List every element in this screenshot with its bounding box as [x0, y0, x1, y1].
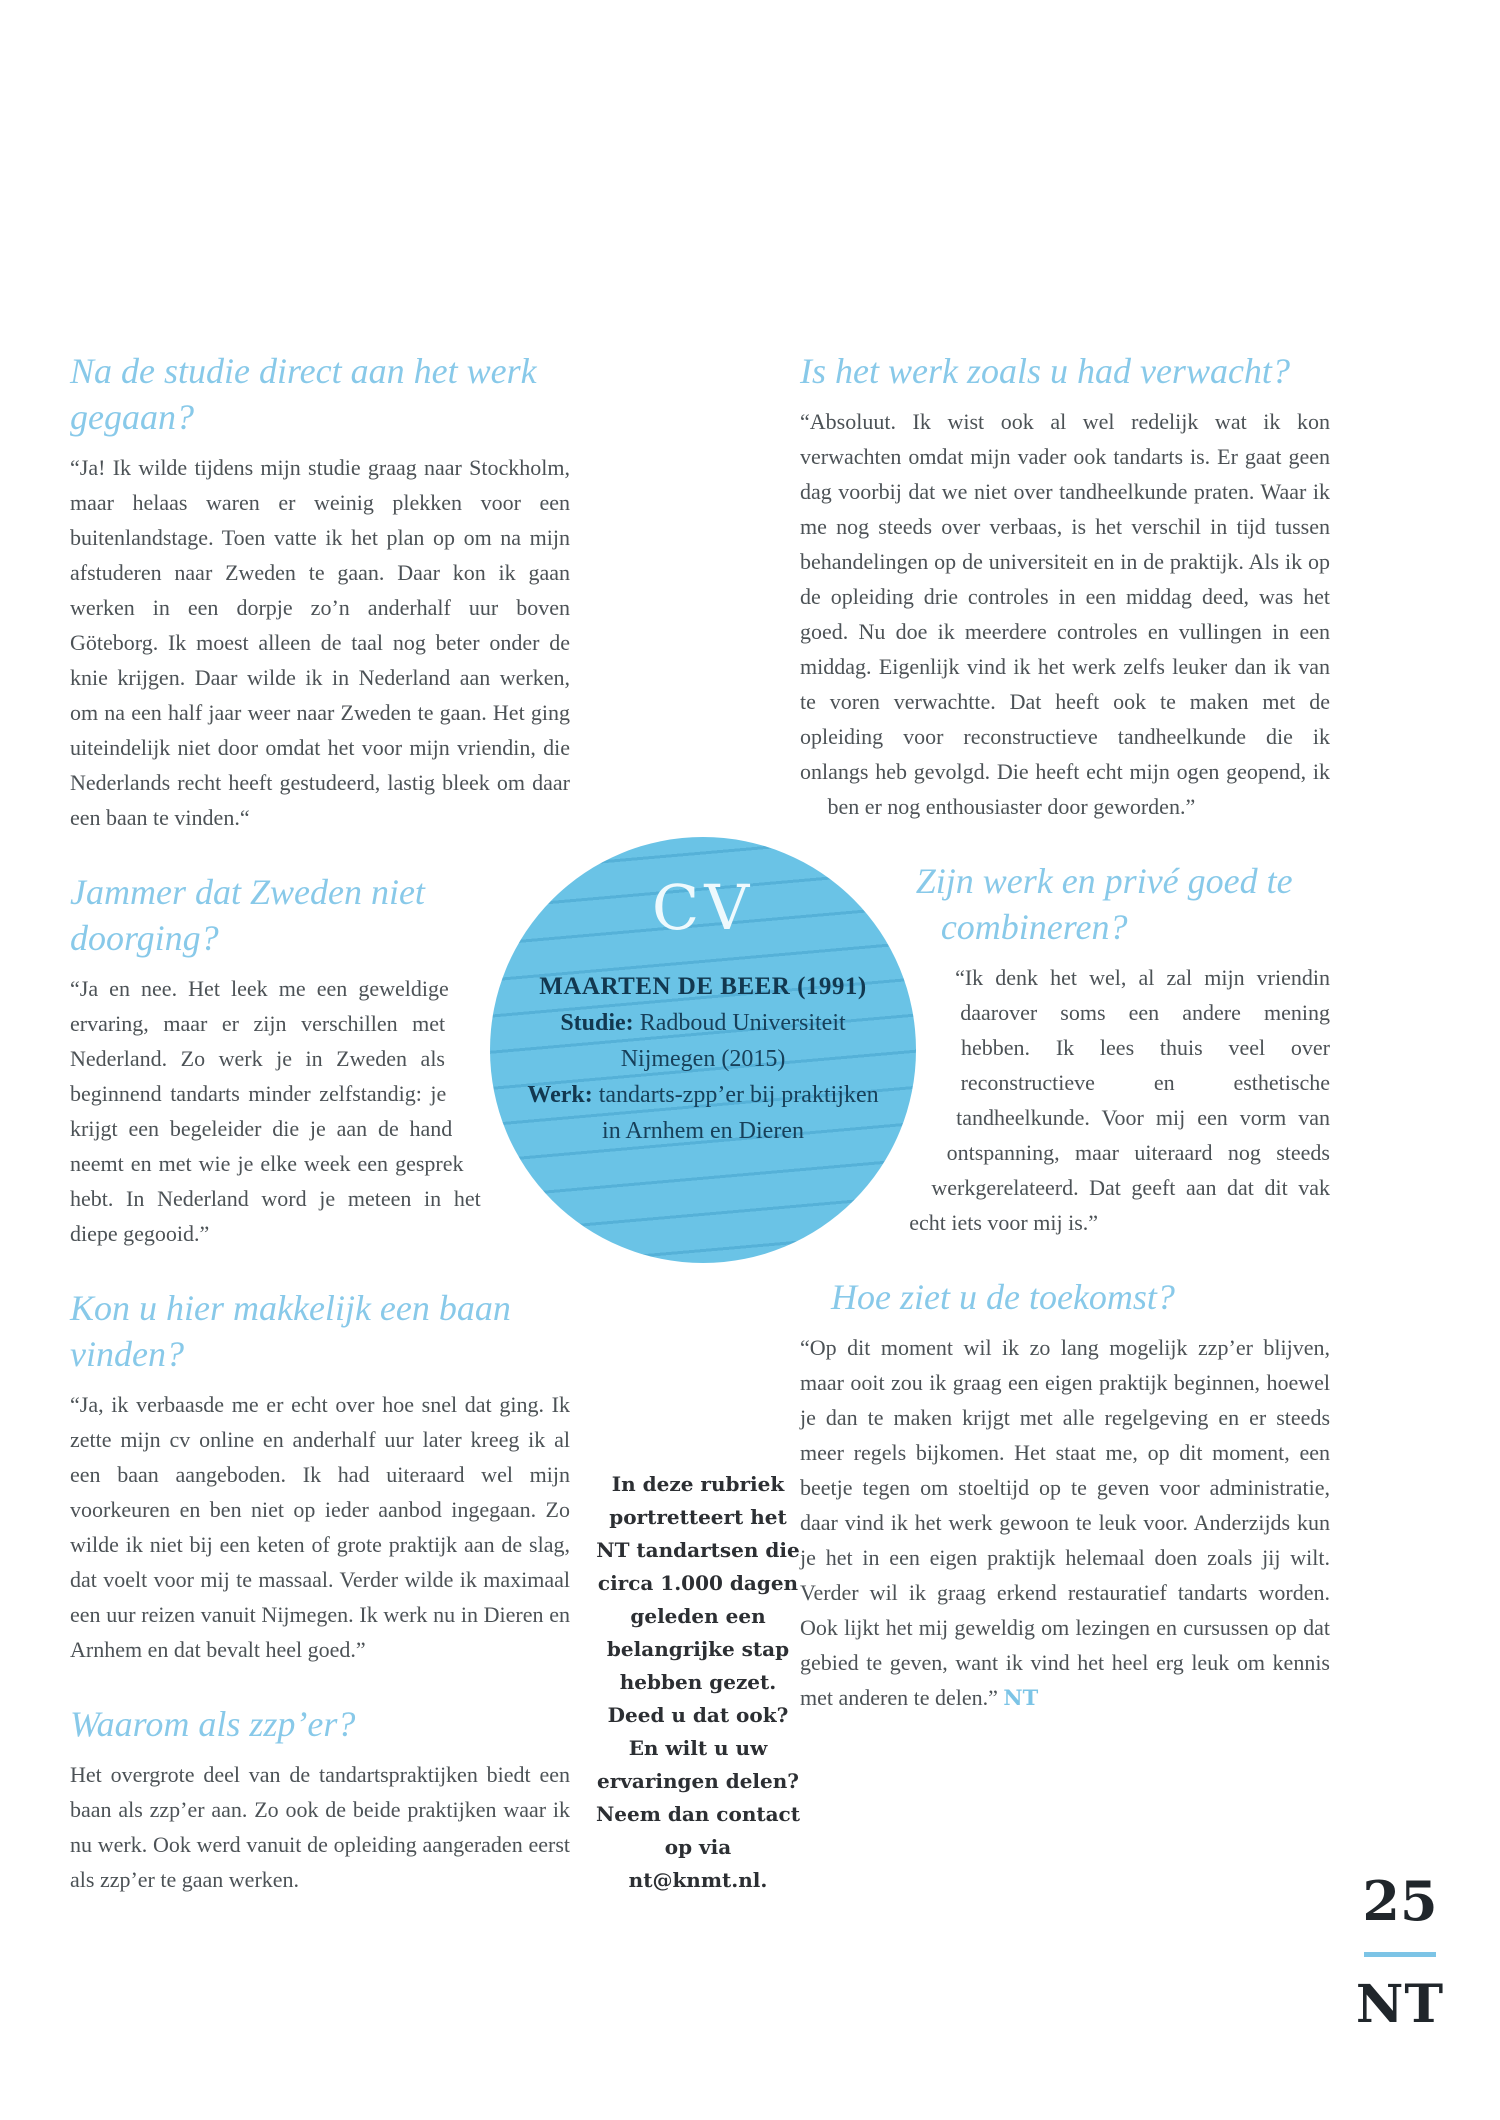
section-heading: Kon u hier makkelijk een baan vinden?: [70, 1288, 511, 1374]
page-number: 25: [1362, 1869, 1438, 1933]
section-body: “Ja! Ik wilde tijdens mijn studie graag naar Stockholm, maar helaas waren er weinig plekken voor een buitenlandstage. Toen vatte ik het plan op om na mijn afstuderen naar Zweden te gaan. Daar kon ik gaan werken in een dorpje zo’n anderhalf uur boven Göteborg. Ik moest alleen de taal nog beter onder de knie krijgen. Daar wilde ik in Nederland aan werken, om na een half jaar weer naar Zweden te gaan. Het ging uiteindelijk niet door omdat het voor mijn vriendin, die Nederlands recht heeft gestudeerd, lastig bleek om daar een baan te vinden.“: [70, 455, 570, 830]
section-heading: Jammer dat Zweden niet doorging?: [70, 872, 425, 958]
cv-werk-value: tandarts-zpp’er bij praktijken in Arnhem en Dieren: [598, 1082, 879, 1144]
section-heading: Na de studie direct aan het werk gegaan?: [70, 351, 537, 437]
section-body-text: “Op dit moment wil ik zo lang mogelijk zzp’er blijven, maar ooit zou ik graag een eigen praktijk beginnen, hoewel je dan te maken krijgt met alle regelgeving en er steeds meer regels bijkomen. Het staat me, op dit moment, een beetje tegen om stoeltijd op te geven voor administratie, daar vind ik het werk gewoon te leuk voor. Anderzijds kun je het in een eigen praktijk helemaal doen zoals jij wilt. Verder wil ik graag erkend restauratief tandarts worden. Ook lijkt het mij geweldig om lezingen en cursussen op dat gebied te geven, want ik vind het heel erg leuk om kennis met anderen te delen.”: [800, 1335, 1330, 1710]
cv-werk-label: Werk:: [527, 1082, 593, 1108]
footer-divider-line: [1364, 1952, 1436, 1957]
rubriek-note: In deze rubriek portretteert het NT tandartsen die circa 1.000 dagen geleden een belangrijke stap hebben gezet. Deed u dat ook? En wilt u uw ervaringen delen? Neem dan contact op via nt@knmt.nl.: [596, 1472, 800, 1892]
cv-werk-line: [521, 1077, 885, 1149]
section-body: “Absoluut. Ik wist ook al wel redelijk wat ik kon verwachten omdat mijn vader ook tandarts is. Er gaat geen dag voorbij dat we niet over tandheelkunde praten. Waar ik me nog steeds over verbaas, is het verschil in tijd tussen behandelingen op de universiteit en in de praktijk. Als ik op de opleiding drie controles in een middag deed, was het goed. Nu doe ik meerdere controles en vullingen in een middag. Eigenlijk vind ik het werk zelfs leuker dan ik van te voren verwachtte. Dat heeft ook te maken met de opleiding voor reconstructieve tandheelkunde die ik onlangs heb gevolgd. Die heeft echt mijn ogen geopend, ik ben er nog enthousiaster door geworden.”: [800, 409, 1330, 819]
cv-circle: [490, 837, 916, 1263]
section-body: “Ik denk het wel, al zal mijn vriendin daarover soms een andere mening hebben. Ik lees thuis veel over reconstructieve en esthetische tandheelkunde. Voor mij een vorm van ontspanning, maar uiteraard nog steeds werkgerelateerd. Dat geeft aan dat dit vak echt iets voor mij is.”: [909, 965, 1330, 1235]
section-heading: Zijn werk en privé goed te combineren?: [915, 861, 1293, 947]
cv-circle-title: CV: [651, 871, 755, 944]
page-footer: [1350, 1869, 1450, 2035]
section-heading: Hoe ziet u de toekomst?: [831, 1277, 1175, 1317]
nt-end-mark: NT: [1003, 1685, 1039, 1710]
nt-logo: NT: [1355, 1974, 1445, 2035]
section-heading: Is het werk zoals u had verwacht?: [800, 351, 1290, 391]
cv-studie-label: Studie:: [560, 1010, 634, 1036]
left-column: [70, 348, 570, 1897]
section-heading: Waarom als zzp’er?: [70, 1704, 356, 1744]
cv-studie-line: [521, 1005, 885, 1077]
cv-studie-value: Radboud Universiteit Nijmegen (2015): [620, 1010, 846, 1072]
section-body: “Ja en nee. Het leek me een geweldige ervaring, maar er zijn verschillen met Nederland. Zo werk je in Zweden als beginnend tandarts minder zelfstandig: je krijgt een begeleider die je aan de hand neemt en met wie je elke week een gesprek hebt. In Nederland word je meteen in het diepe gegooid.”: [70, 976, 481, 1246]
cv-name: MAARTEN DE BEER (1991): [539, 973, 867, 1000]
section-body: “Ja, ik verbaasde me er echt over hoe snel dat ging. Ik zette mijn cv online en anderhalf uur later kreeg ik al een baan aangeboden. Ik had uiteraard wel mijn voorkeuren en ben niet op ieder aanbod ingegaan. Zo wilde ik niet bij een keten of grote praktijk aan de slag, dat voelt voor mij te massaal. Verder wilde ik maximaal een uur reizen vanuit Nijmegen. Ik werk nu in Dieren en Arnhem en dat bevalt heel goed.”: [70, 1392, 570, 1662]
section-body: Het overgrote deel van de tandartspraktijken biedt een baan als zzp’er aan. Zo ook de beide praktijken waar ik nu werk. Ook werd vanuit de opleiding aangeraden eerst als zzp’er te gaan werken.: [70, 1762, 570, 1892]
section-body: [800, 1330, 1330, 1715]
cv-info-block: [521, 969, 885, 1149]
